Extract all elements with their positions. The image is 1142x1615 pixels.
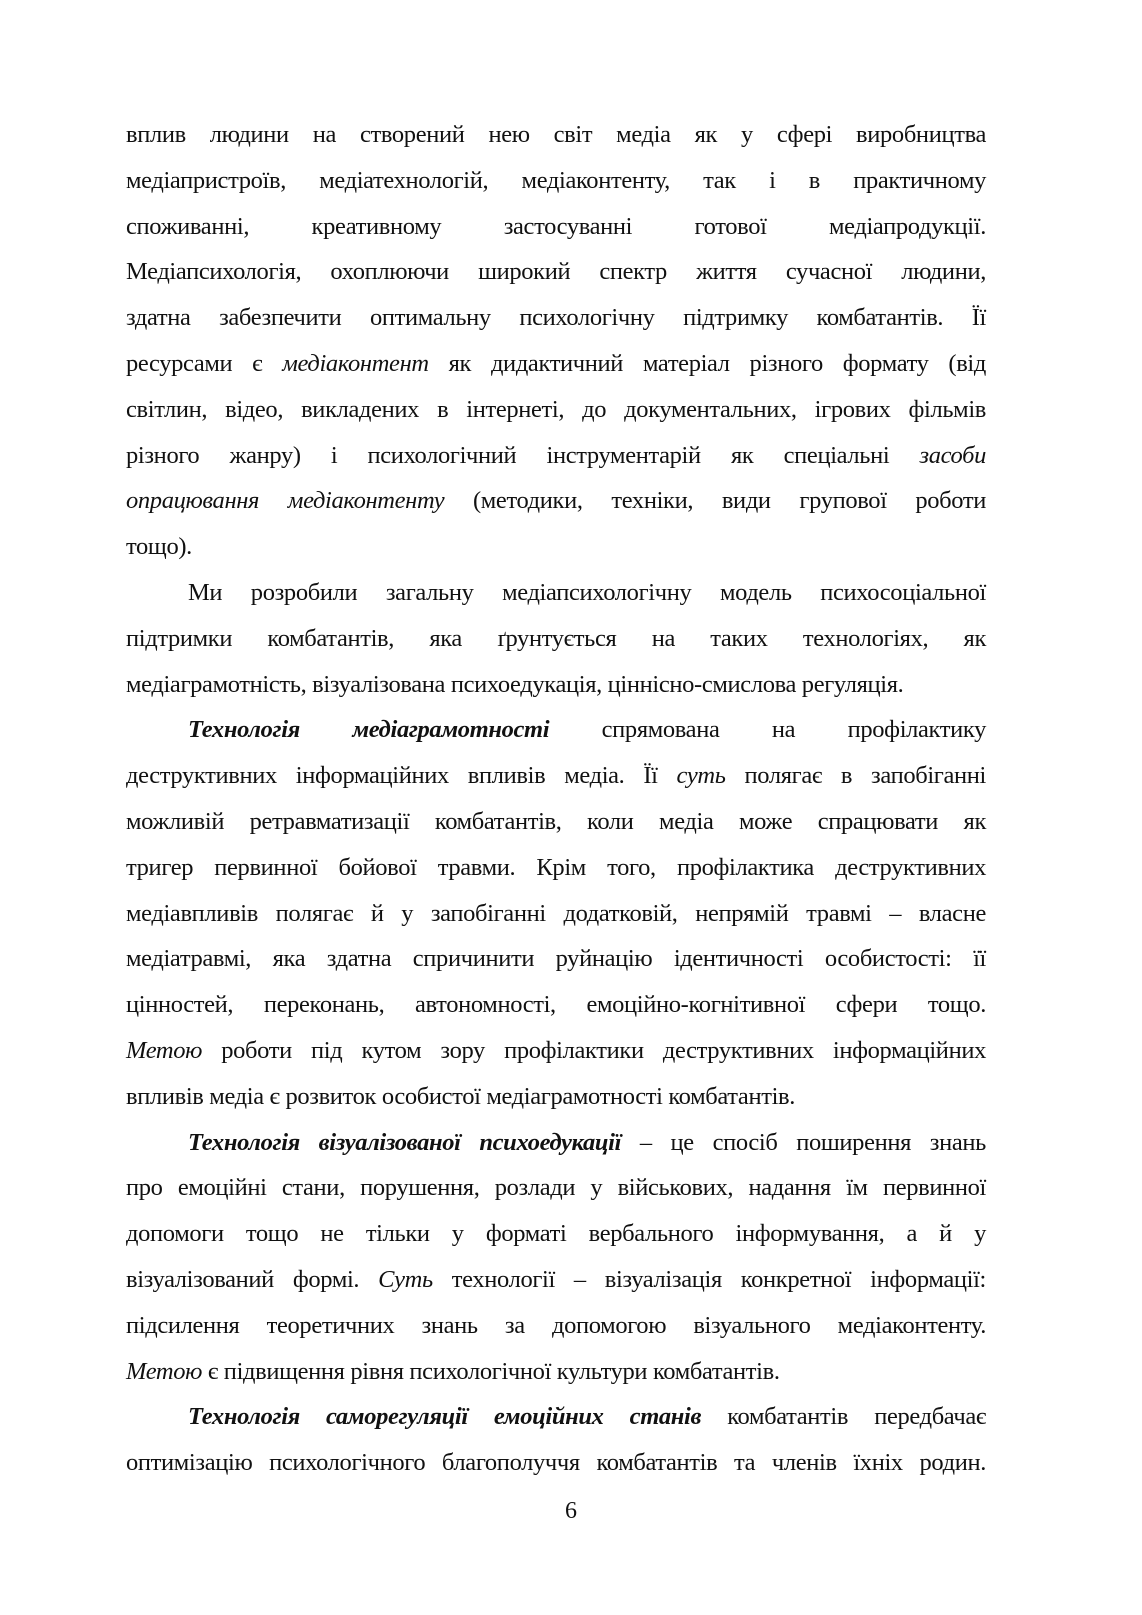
text-run: різного жанру) і психологічний інструментарій як спеціальні [126,441,920,469]
text-run: комбатантів передбачає [701,1403,987,1431]
text-line [126,616,986,662]
text-line [126,1394,986,1440]
text-run: деструктивних інформаційних впливів медіа. Її [126,762,677,790]
emphasis-text: суть [676,762,726,790]
text-line [126,112,986,158]
text-line [126,982,986,1028]
page-number: 6 [565,1498,577,1524]
text-run: медіаграмотність, візуалізована психоедукація, ціннісно-смислова регуляція. [126,670,904,698]
text-run: вплив людини на створений нею світ медіа як у сфері виробництва [126,121,986,148]
text-run: (методики, техніки, види групової роботи [444,487,986,515]
text-run: – це спосіб поширення знань [621,1128,986,1156]
body-text [126,112,986,1486]
text-run: полягає в запобіганні [725,762,987,790]
text-run: цінностей, переконань, автономності, емоційно-когнітивної сфери тощо. [126,991,986,1019]
text-line [126,799,986,845]
text-run: оптимізацію психологічного благополуччя комбатантів та членів їхніх родин. [126,1449,986,1477]
text-run: можливій ретравматизації комбатантів, коли медіа може спрацювати як [126,807,986,835]
emphasis-text: медіаконтент [282,349,429,377]
text-line [126,295,986,341]
text-run: світлин, відео, викладених в інтернеті, до документальних, ігрових фільмів [126,395,986,423]
text-line [126,433,986,479]
text-run: споживанні, креативному застосуванні готової медіапродукції. [126,212,986,240]
text-line [126,524,986,570]
text-line [126,1211,986,1257]
text-run: допомоги тощо не тільки у форматі вербального інформування, а й у [126,1220,986,1248]
emphasis-text: засоби [919,441,986,469]
text-line [126,1120,986,1166]
text-run: візуалізований формі. [126,1265,379,1293]
text-line [126,204,986,250]
text-run: підтримки комбатантів, яка ґрунтується на таких технологіях, як [126,624,986,652]
text-run: тощо). [126,533,192,561]
text-line [126,341,986,387]
text-line [126,753,986,799]
emphasis-text: опрацювання медіаконтенту [126,487,445,515]
text-line [126,1028,986,1074]
text-line [126,662,986,708]
text-line [126,845,986,891]
text-line [126,1303,986,1349]
text-run: підсилення теоретичних знань за допомогою візуального медіаконтенту. [126,1311,986,1339]
text-line [126,707,986,753]
text-run: роботи під кутом зору профілактики деструктивних інформаційних [202,1036,986,1064]
text-run: ресурсами є [126,349,283,377]
term-heading: Технологія саморегуляції емоційних станів [188,1403,702,1431]
text-run: про емоційні стани, порушення, розлади у військових, надання їм первинної [126,1174,986,1202]
text-line [126,1349,986,1395]
text-line [126,936,986,982]
text-line [126,1074,986,1120]
text-run: Медіапсихологія, охоплюючи широкий спектр життя сучасної людини, [126,258,986,286]
document-page [126,112,986,1486]
text-line [126,570,986,616]
emphasis-text: Метою [126,1036,203,1064]
text-run: технології – візуалізація конкретної інформації: [432,1265,986,1293]
text-line [126,1165,986,1211]
text-run: медіавпливів полягає й у запобіганні додатковій, непрямій травмі – власне [126,899,986,927]
text-line [126,387,986,433]
text-run: тригер первинної бойової травми. Крім того, профілактика деструктивних [126,853,986,881]
emphasis-text: Суть [378,1265,433,1293]
text-run: є підвищення рівня психологічної культури комбатантів. [202,1357,780,1385]
text-run: впливів медіа є розвиток особистої медіаграмотності комбатантів. [126,1082,796,1110]
emphasis-text: Метою [126,1357,203,1385]
text-line [126,1257,986,1303]
text-run: спрямована на профілактику [549,716,987,744]
text-line [126,249,986,295]
text-line [126,891,986,937]
text-run: як дидактичний матеріал різного формату (від [428,349,986,377]
text-run: медіапристроїв, медіатехнологій, медіаконтенту, так і в практичному [126,166,986,194]
text-line [126,1440,986,1486]
text-run: Ми розробили загальну медіапсихологічну модель психосоціальної [188,578,986,606]
text-run: здатна забезпечити оптимальну психологічну підтримку комбатантів. Її [126,304,986,332]
text-line [126,158,986,204]
text-run: медіатравмі, яка здатна спричинити руйнацію ідентичності особистості: її [126,945,986,973]
text-line [126,478,986,524]
term-heading: Технологія візуалізованої психоедукації [188,1128,622,1156]
term-heading: Технологія медіаграмотності [188,716,550,744]
